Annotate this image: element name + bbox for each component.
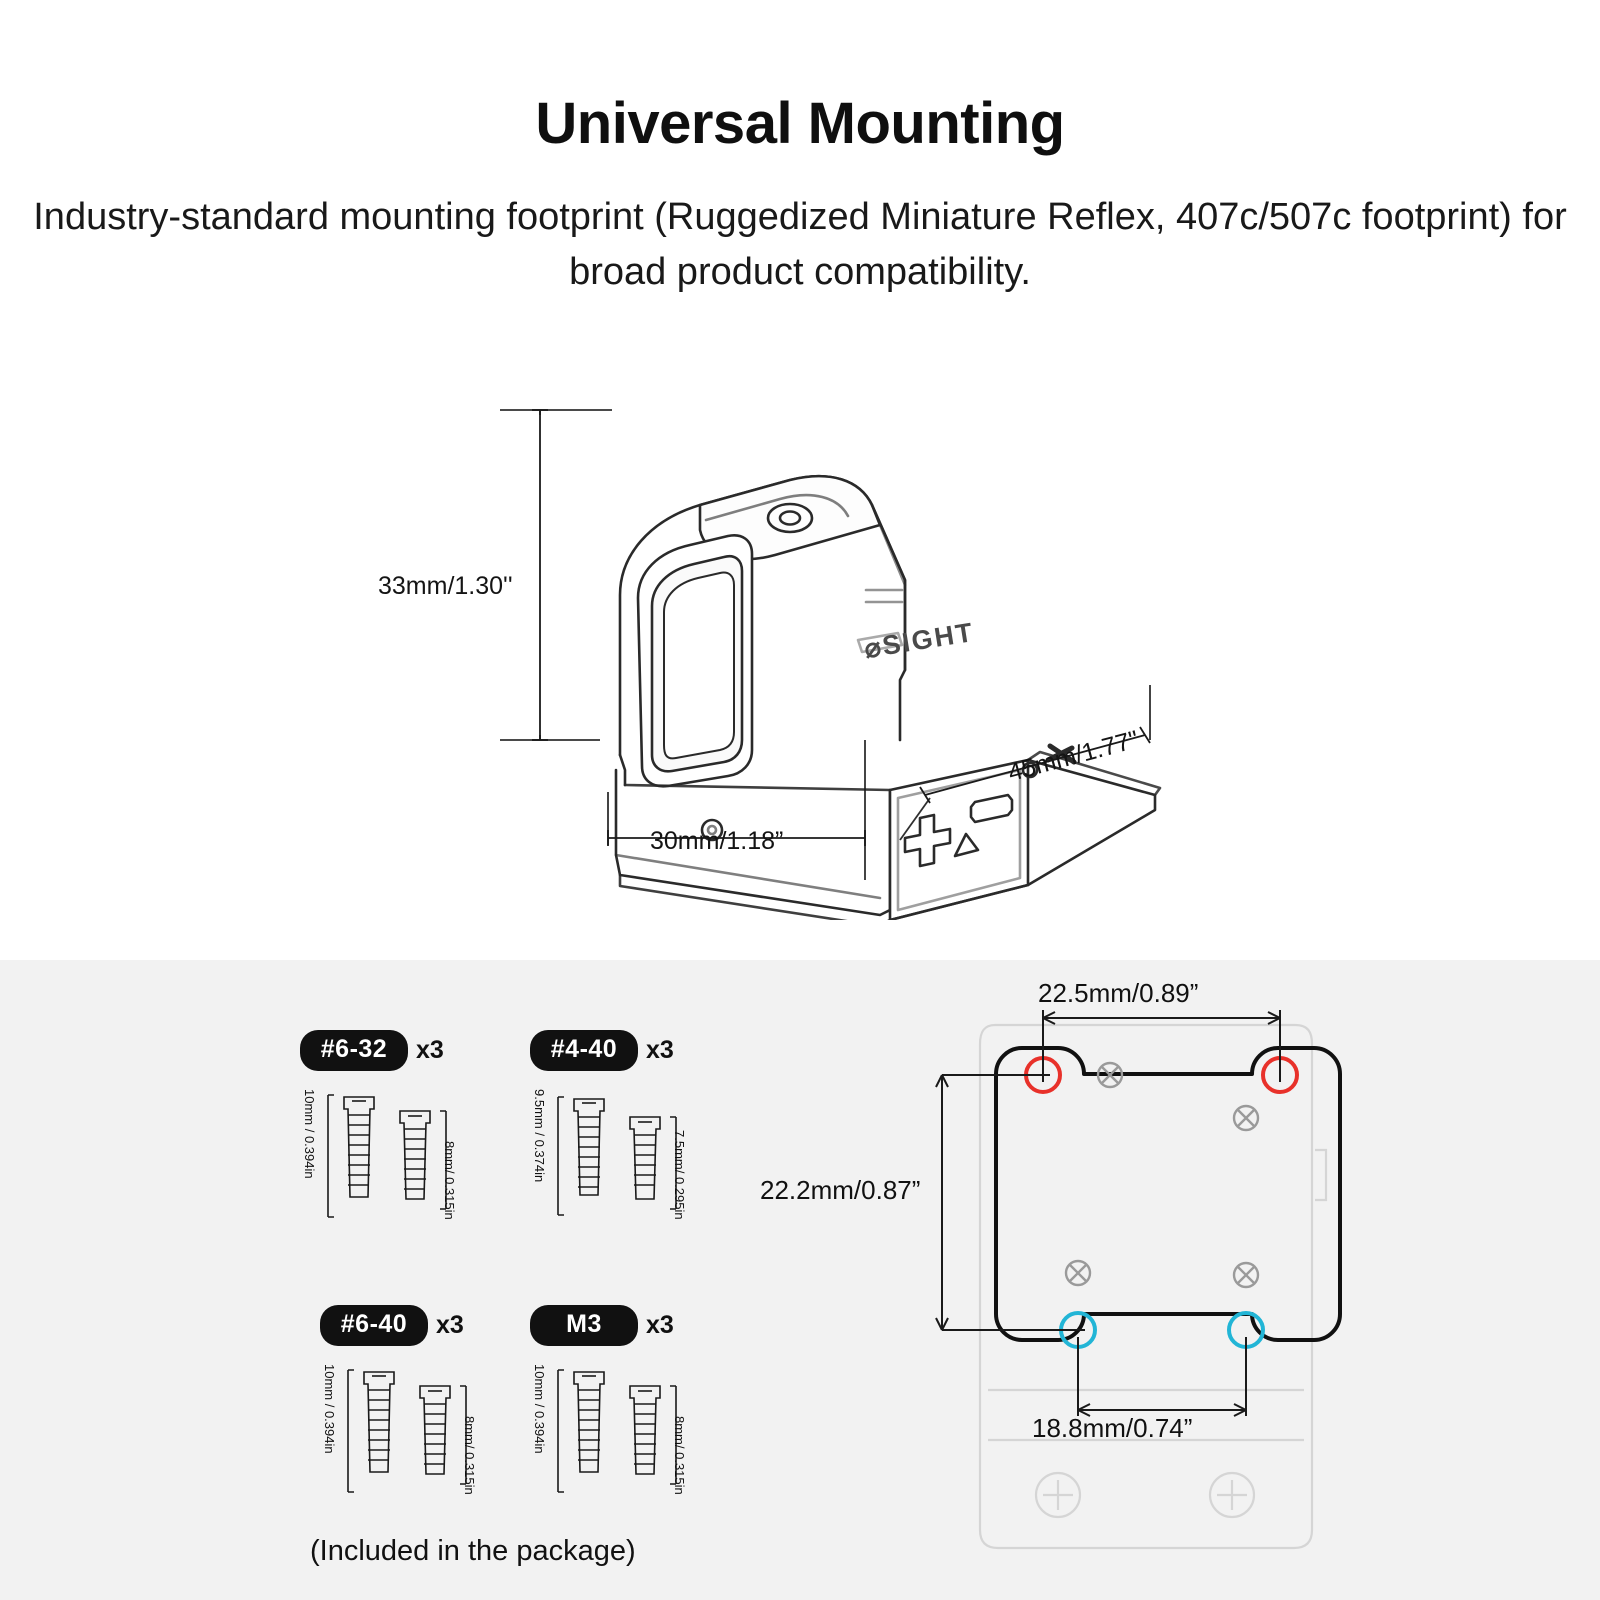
included-note: (Included in the package) <box>310 1535 636 1567</box>
optic-drawing-svg <box>0 340 1600 920</box>
footprint-svg <box>760 970 1580 1590</box>
screw-qty: x3 <box>646 1036 674 1064</box>
dim-depth-label: 45mm/1.77" <box>1005 725 1142 788</box>
dim-height-label: 33mm/1.30'' <box>378 572 513 600</box>
screw-pair-svg <box>320 1364 535 1499</box>
screw-group <box>320 1305 535 1499</box>
screw-length-right: 7.5mm/ 0.295in <box>672 1130 687 1220</box>
screw-group <box>300 1030 515 1224</box>
screw-length-left: 9.5mm / 0.374in <box>532 1089 547 1183</box>
footprint-bottom-dimension: 18.8mm/0.74” <box>1032 1413 1193 1443</box>
brand-text: ⌀SIGHT <box>862 616 977 664</box>
screw-length-left: 10mm / 0.394in <box>302 1089 317 1179</box>
screw-drawing <box>320 1364 535 1499</box>
screw-drawing <box>530 1364 745 1499</box>
screw-qty: x3 <box>436 1311 464 1339</box>
footprint-diagram <box>760 970 1580 1590</box>
screw-list <box>300 1030 750 1590</box>
screw-length-right: 8mm/ 0.315in <box>672 1416 687 1495</box>
footprint-top-dimension: 22.5mm/0.89” <box>1038 978 1199 1008</box>
mounting-hardware-section <box>0 960 1600 1600</box>
footprint-left-dimension: 22.2mm/0.87” <box>760 1175 921 1205</box>
page-subtitle: Industry-standard mounting footprint (Ruggedized Miniature Reflex, 407c/507c footprint) for broad product compatibility. <box>33 196 1567 294</box>
screw-pair-svg <box>530 1089 745 1224</box>
screw-size-badge: M3 <box>530 1305 638 1346</box>
screw-length-left: 10mm / 0.394in <box>532 1364 547 1454</box>
screw-pair-svg <box>300 1089 515 1224</box>
screw-length-right: 8mm/ 0.315in <box>462 1416 477 1495</box>
screw-size-badge: #6-32 <box>300 1030 408 1071</box>
screw-drawing <box>300 1089 515 1224</box>
screw-pair-svg <box>530 1364 745 1499</box>
screw-length-left: 10mm / 0.394in <box>322 1364 337 1454</box>
screw-length-right: 8mm/ 0.315in <box>442 1141 457 1220</box>
optic-illustration <box>0 340 1600 920</box>
dim-width-label: 30mm/1.18” <box>650 827 784 855</box>
screw-qty: x3 <box>646 1311 674 1339</box>
screw-size-badge: #4-40 <box>530 1030 638 1071</box>
page-title: Universal Mounting <box>535 91 1065 156</box>
screw-group <box>530 1305 745 1499</box>
screw-qty: x3 <box>416 1036 444 1064</box>
screw-drawing <box>530 1089 745 1224</box>
screw-group <box>530 1030 745 1224</box>
screw-size-badge: #6-40 <box>320 1305 428 1346</box>
